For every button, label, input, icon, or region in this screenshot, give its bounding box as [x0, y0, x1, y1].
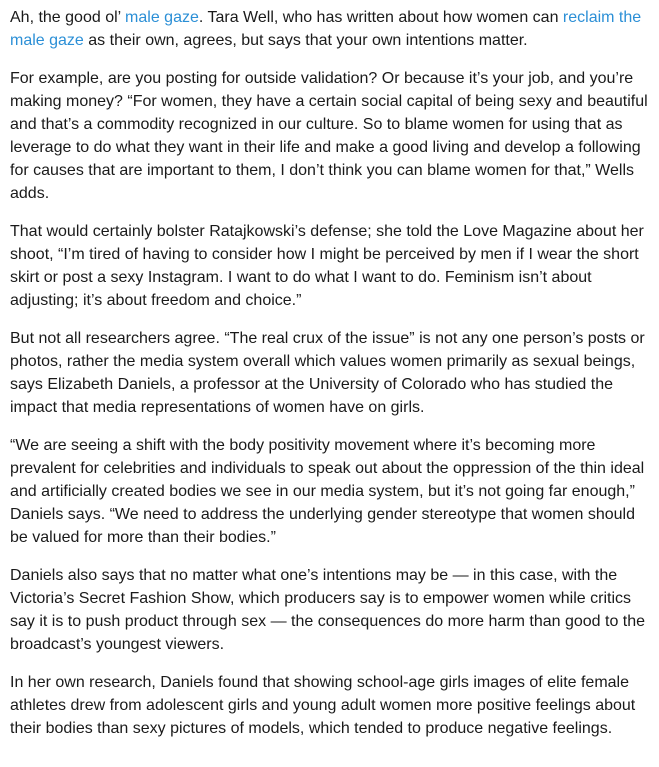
paragraph-3: That would certainly bolster Ratajkowski’s defense; she told the Love Magazine about her shoot, “I’m tired of having to consider how I might be perceived by men if I wear the short skirt or post a sexy Instagram. I want to do what I want to do. Feminism isn’t about adjusting; it’s about freedom and choice.” [10, 223, 644, 309]
p1-text-after: as their own, agrees, but says that your own intentions matter. [83, 32, 528, 49]
paragraph-6: Daniels also says that no matter what one’s intentions may be — in this case, with the Victoria’s Secret Fashion Show, which producers say is to empower women while critics say it is to push product through sex — the consequences do more harm than good to the broadcast’s youngest viewers. [10, 567, 646, 653]
paragraph-1 [10, 6, 654, 52]
reclaim-the-male-gaze-link[interactable]: reclaim the male gaze [10, 9, 642, 49]
paragraph-2: For example, are you posting for outside validation? Or because it’s your job, and you’re making money? “For women, they have a certain social capital of being sexy and beautiful and that’s a commodity recognized in our culture. So to blame women for using that as leverage to do what they want in their life and make a good living and develop a following for causes that are important to them, I don’t think you can blame women for that,” Wells adds. [10, 70, 648, 202]
paragraph-4: But not all researchers agree. “The real crux of the issue” is not any one person’s posts or photos, rather the media system overall which values women primarily as sexual beings, says Elizabeth Daniels, a professor at the University of Colorado who has studied the impact that media representations of women have on girls. [10, 330, 645, 416]
p1-text-middle: . Tara Well, who has written about how women can [198, 9, 563, 26]
paragraph-7: In her own research, Daniels found that showing school-age girls images of elite female athletes drew from adolescent girls and young adult women more positive feelings about their bodies than sexy pictures of models, which tended to produce negative feelings. [10, 674, 636, 737]
paragraph-5: “We are seeing a shift with the body positivity movement where it’s becoming more prevalent for celebrities and individuals to speak out about the oppression of the thin ideal and artificially created bodies we see in our media system, but it’s not going far enough,” Daniels says. “We need to address the underlying gender stereotype that women should be valued for more than their bodies.” [10, 437, 645, 546]
male-gaze-link[interactable]: male gaze [125, 9, 199, 26]
p1-text-before: Ah, the good ol’ [10, 9, 126, 26]
